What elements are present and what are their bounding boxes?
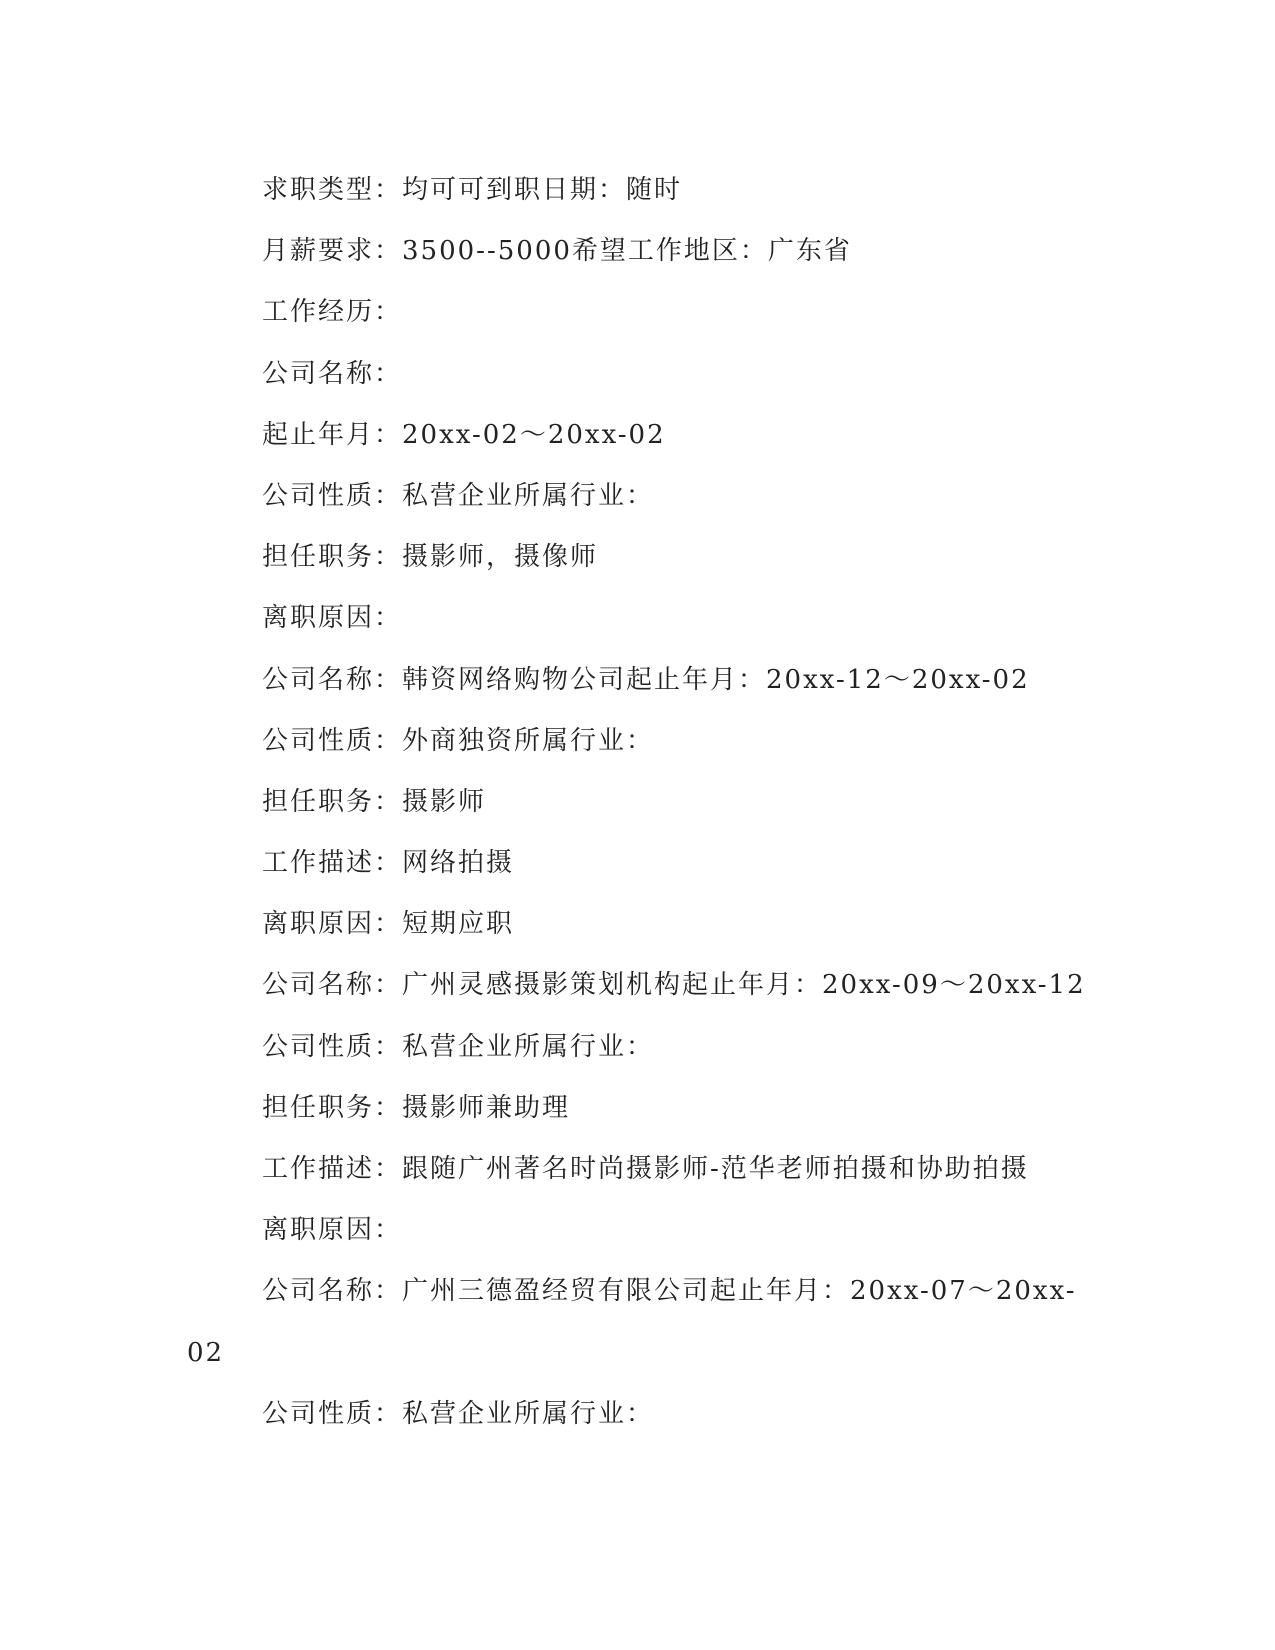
position-line: 担任职务：摄影师兼助理 xyxy=(262,1092,571,1123)
job-description-line: 工作描述：跟随广州著名时尚摄影师-范华老师拍摄和协助拍摄 xyxy=(262,1154,1029,1184)
leave-reason-line: 离职原因：短期应职 xyxy=(262,909,515,940)
company-type-line: 公司性质：私营企业所属行业： xyxy=(262,1031,655,1062)
company-type-line: 公司性质：私营企业所属行业： xyxy=(262,480,655,511)
company-type-line: 公司性质：外商独资所属行业： xyxy=(262,725,655,756)
company-name-line: 公司名称：韩资网络购物公司起止年月：20xx-12～20xx-02 xyxy=(262,664,1030,695)
period-line: 起止年月：20xx-02～20xx-02 xyxy=(262,419,666,450)
salary-location-line: 月薪要求：3500--5000希望工作地区：广东省 xyxy=(262,236,852,267)
work-experience-heading: 工作经历： xyxy=(262,297,403,328)
company-name-line: 公司名称：广州三德盈经贸有限公司起止年月：20xx-07～20xx- xyxy=(262,1276,1077,1307)
position-line: 担任职务：摄影师 xyxy=(262,786,487,817)
position-line: 担任职务：摄影师，摄像师 xyxy=(262,542,599,573)
job-description-line: 工作描述：网络拍摄 xyxy=(262,848,515,879)
company-type-line: 公司性质：私营企业所属行业： xyxy=(262,1398,655,1429)
leave-reason-line: 离职原因： xyxy=(262,1215,403,1246)
wrapped-line-continuation: 02 xyxy=(187,1337,225,1368)
company-name-line: 公司名称：广州灵感摄影策划机构起止年月：20xx-09～20xx-12 xyxy=(262,970,1086,1001)
leave-reason-line: 离职原因： xyxy=(262,603,403,634)
resume-body xyxy=(187,160,1087,1445)
job-type-line: 求职类型：均可可到职日期：随时 xyxy=(262,175,683,205)
company-name-line: 公司名称： xyxy=(262,358,403,389)
